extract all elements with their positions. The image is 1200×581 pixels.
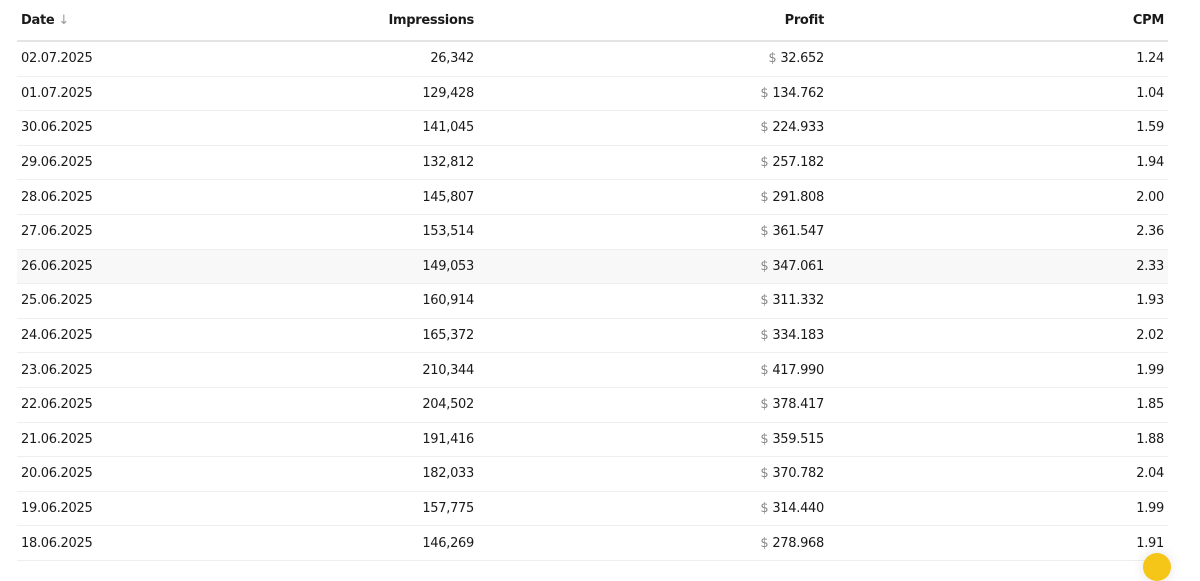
cell-cpm: 2.02 xyxy=(828,318,1168,353)
cell-profit xyxy=(478,180,828,215)
cell-date: 27.06.2025 xyxy=(17,214,165,249)
cell-cpm: 1.91 xyxy=(828,526,1168,561)
cell-date: 01.07.2025 xyxy=(17,76,165,111)
cell-impressions: 182,033 xyxy=(165,457,478,492)
profit-value: 32.652 xyxy=(780,51,824,67)
table-row[interactable] xyxy=(17,111,1168,146)
cell-profit xyxy=(478,214,828,249)
cell-profit xyxy=(478,491,828,526)
cell-profit xyxy=(478,457,828,492)
cell-date: 18.06.2025 xyxy=(17,526,165,561)
cell-profit xyxy=(478,284,828,319)
table-row[interactable] xyxy=(17,457,1168,492)
cell-cpm: 2.33 xyxy=(828,249,1168,284)
cell-profit xyxy=(478,318,828,353)
cell-date: 22.06.2025 xyxy=(17,387,165,422)
column-header-date[interactable] xyxy=(17,0,165,41)
table-row[interactable] xyxy=(17,249,1168,284)
cell-impressions: 145,807 xyxy=(165,180,478,215)
cell-date: 29.06.2025 xyxy=(17,145,165,180)
cell-impressions: 26,342 xyxy=(165,41,478,76)
currency-symbol: $ xyxy=(760,224,769,240)
cell-profit xyxy=(478,422,828,457)
profit-value: 134.762 xyxy=(772,85,824,101)
currency-symbol: $ xyxy=(760,258,769,274)
cell-profit xyxy=(478,387,828,422)
cell-date: 21.06.2025 xyxy=(17,422,165,457)
cell-date: 20.06.2025 xyxy=(17,457,165,492)
table-row[interactable] xyxy=(17,145,1168,180)
cell-cpm: 1.88 xyxy=(828,422,1168,457)
cell-cpm: 1.93 xyxy=(828,284,1168,319)
profit-value: 224.933 xyxy=(772,120,824,136)
profit-value: 291.808 xyxy=(772,189,824,205)
profit-value: 334.183 xyxy=(772,328,824,344)
currency-symbol: $ xyxy=(760,328,769,344)
cell-cpm: 1.04 xyxy=(828,76,1168,111)
table-row[interactable] xyxy=(17,422,1168,457)
table-row[interactable] xyxy=(17,526,1168,561)
table-row[interactable] xyxy=(17,41,1168,76)
currency-symbol: $ xyxy=(760,362,769,378)
cell-impressions: 165,372 xyxy=(165,318,478,353)
currency-symbol: $ xyxy=(760,120,769,136)
cell-cpm: 1.85 xyxy=(828,387,1168,422)
floating-action-button[interactable] xyxy=(1143,553,1171,581)
currency-symbol: $ xyxy=(760,466,769,482)
cell-impressions: 160,914 xyxy=(165,284,478,319)
currency-symbol: $ xyxy=(760,431,769,447)
currency-symbol: $ xyxy=(760,189,769,205)
table-row[interactable] xyxy=(17,353,1168,388)
cell-date: 26.06.2025 xyxy=(17,249,165,284)
cell-date: 23.06.2025 xyxy=(17,353,165,388)
column-label: Date xyxy=(21,12,55,28)
cell-date: 30.06.2025 xyxy=(17,111,165,146)
table-row[interactable] xyxy=(17,284,1168,319)
cell-profit xyxy=(478,145,828,180)
profit-value: 417.990 xyxy=(772,362,824,378)
cell-cpm: 1.24 xyxy=(828,41,1168,76)
cell-cpm: 2.36 xyxy=(828,214,1168,249)
column-header-profit[interactable]: Profit xyxy=(478,0,828,41)
cell-profit xyxy=(478,111,828,146)
table-row[interactable] xyxy=(17,318,1168,353)
table-header-row xyxy=(17,0,1168,41)
table-row[interactable] xyxy=(17,180,1168,215)
column-header-cpm[interactable]: CPM xyxy=(828,0,1168,41)
cell-date: 02.07.2025 xyxy=(17,41,165,76)
cell-profit xyxy=(478,526,828,561)
cell-impressions: 191,416 xyxy=(165,422,478,457)
arrow-down-icon: ↓ xyxy=(58,12,69,28)
table-row[interactable] xyxy=(17,214,1168,249)
cell-cpm: 1.99 xyxy=(828,353,1168,388)
cell-cpm: 1.99 xyxy=(828,491,1168,526)
cell-impressions: 146,269 xyxy=(165,526,478,561)
currency-symbol: $ xyxy=(760,293,769,309)
profit-value: 257.182 xyxy=(772,155,824,171)
cell-cpm: 2.04 xyxy=(828,457,1168,492)
cell-profit xyxy=(478,41,828,76)
cell-date: 25.06.2025 xyxy=(17,284,165,319)
profit-value: 378.417 xyxy=(772,397,824,413)
cell-date: 24.06.2025 xyxy=(17,318,165,353)
currency-symbol: $ xyxy=(760,535,769,551)
cell-date: 19.06.2025 xyxy=(17,491,165,526)
profit-value: 361.547 xyxy=(772,224,824,240)
table-row[interactable] xyxy=(17,76,1168,111)
cell-impressions: 157,775 xyxy=(165,491,478,526)
currency-symbol: $ xyxy=(760,85,769,101)
profit-value: 370.782 xyxy=(772,466,824,482)
cell-impressions: 141,045 xyxy=(165,111,478,146)
cell-cpm: 1.59 xyxy=(828,111,1168,146)
cell-impressions: 210,344 xyxy=(165,353,478,388)
profit-value: 359.515 xyxy=(772,431,824,447)
cell-profit xyxy=(478,249,828,284)
stats-table xyxy=(17,0,1168,561)
cell-date: 28.06.2025 xyxy=(17,180,165,215)
cell-profit xyxy=(478,353,828,388)
profit-value: 347.061 xyxy=(772,258,824,274)
cell-cpm: 2.00 xyxy=(828,180,1168,215)
currency-symbol: $ xyxy=(760,155,769,171)
currency-symbol: $ xyxy=(768,51,777,67)
profit-value: 311.332 xyxy=(772,293,824,309)
cell-impressions: 132,812 xyxy=(165,145,478,180)
profit-value: 314.440 xyxy=(772,501,824,517)
table-row[interactable] xyxy=(17,491,1168,526)
cell-profit xyxy=(478,76,828,111)
column-header-impressions[interactable]: Impressions xyxy=(165,0,478,41)
table-row[interactable] xyxy=(17,387,1168,422)
currency-symbol: $ xyxy=(760,501,769,517)
cell-impressions: 204,502 xyxy=(165,387,478,422)
cell-impressions: 149,053 xyxy=(165,249,478,284)
cell-impressions: 153,514 xyxy=(165,214,478,249)
currency-symbol: $ xyxy=(760,397,769,413)
cell-impressions: 129,428 xyxy=(165,76,478,111)
cell-cpm: 1.94 xyxy=(828,145,1168,180)
profit-value: 278.968 xyxy=(772,535,824,551)
